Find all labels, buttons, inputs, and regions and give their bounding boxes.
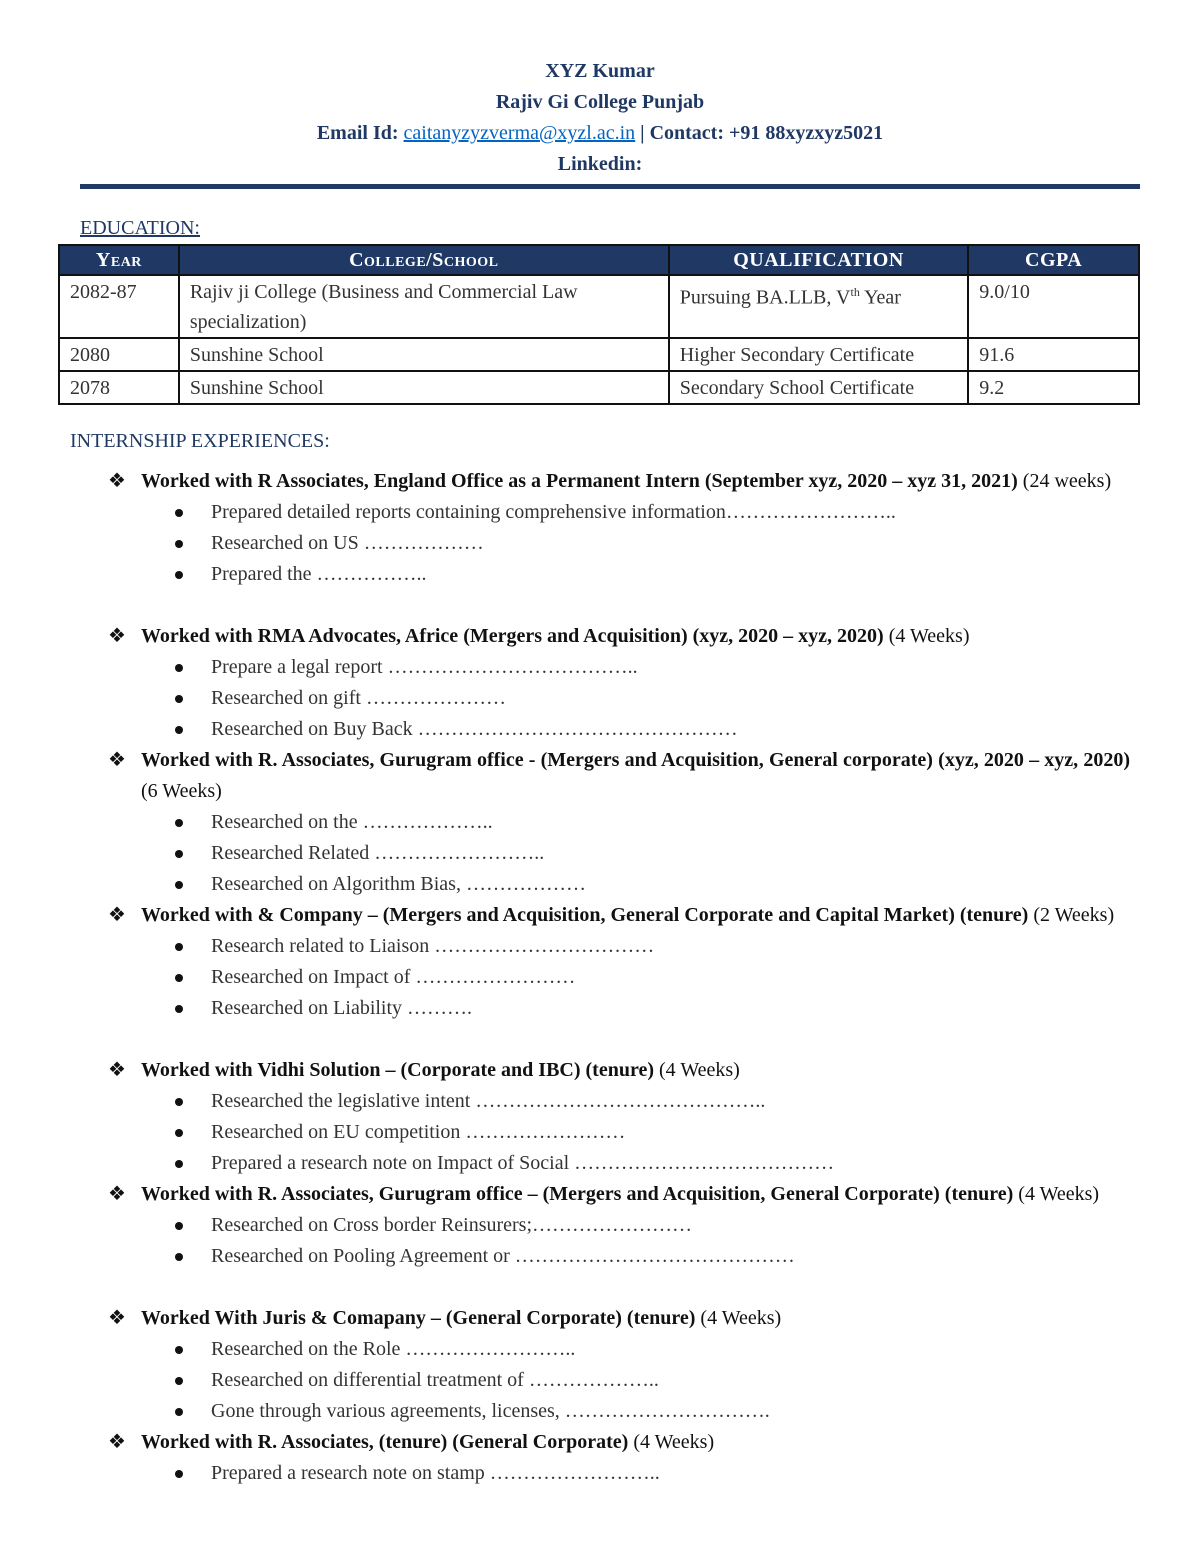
list-item: Researched the legislative intent …………………………………….. <box>0 1086 1200 1117</box>
task-list <box>0 807 1200 900</box>
cell-year: 2082-87 <box>59 275 179 338</box>
cell-qualification: Higher Secondary Certificate <box>669 338 969 371</box>
list-item: Research related to Liaison …………………………… <box>0 931 1200 962</box>
header-divider <box>80 184 1140 189</box>
table-row <box>59 371 1139 404</box>
list-item: Prepared a research note on stamp …………………….. <box>0 1458 1200 1489</box>
list-item: Prepared the …………….. <box>0 559 1200 590</box>
cell-cgpa: 9.0/10 <box>968 275 1139 338</box>
cell-school: Sunshine School <box>179 371 669 404</box>
cell-year: 2080 <box>59 338 179 371</box>
candidate-name: XYZ Kumar <box>545 60 655 82</box>
education-table-header <box>59 245 1139 275</box>
contact-number: | Contact: +91 88xyzxyz5021 <box>635 122 884 144</box>
internship-entry <box>0 1055 1200 1179</box>
list-item: Researched on gift ………………… <box>0 683 1200 714</box>
internship-entry <box>0 745 1200 900</box>
list-item: Researched on Pooling Agreement or …………………………………… <box>0 1241 1200 1272</box>
list-item: Researched on Buy Back ………………………………………… <box>0 714 1200 745</box>
resume-header <box>0 56 1200 180</box>
internship-title: ❖ Worked with & Company – (Mergers and Acquisition, General Corporate and Capital Market) (tenure) (2 Weeks) <box>0 900 1200 931</box>
contact-line <box>0 118 1200 149</box>
list-item: Researched on Impact of …………………… <box>0 962 1200 993</box>
list-item: Researched on Liability ………. <box>0 993 1200 1024</box>
list-item: Researched on differential treatment of ……………….. <box>0 1365 1200 1396</box>
table-row <box>59 338 1139 371</box>
internship-entry <box>0 621 1200 745</box>
list-item: Researched Related …………………….. <box>0 838 1200 869</box>
diamond-bullet-icon: ❖ <box>108 1059 126 1081</box>
internship-entry <box>0 1179 1200 1272</box>
internship-title: ❖ Worked With Juris & Comapany – (General Corporate) (tenure) (4 Weeks) <box>0 1303 1200 1334</box>
internship-entry <box>0 900 1200 1024</box>
column-header-cgpa: CGPA <box>968 245 1139 275</box>
education-heading: EDUCATION: <box>80 217 200 239</box>
list-item: Researched on US ……………… <box>0 528 1200 559</box>
diamond-bullet-icon: ❖ <box>108 1307 126 1329</box>
cell-year: 2078 <box>59 371 179 404</box>
internship-heading: INTERNSHIP EXPERIENCES: <box>70 430 330 452</box>
internship-title: ❖ Worked with R. Associates, Gurugram office - (Mergers and Acquisition, General corporate) (xyz, 2020 – xyz, 2020) (6 Weeks) <box>0 745 1200 807</box>
linkedin-label: Linkedin: <box>557 153 643 175</box>
diamond-bullet-icon: ❖ <box>108 904 126 926</box>
list-item: Researched on the Role …………………….. <box>0 1334 1200 1365</box>
cell-cgpa: 91.6 <box>968 338 1139 371</box>
list-item: Researched on Cross border Reinsurers;…………………… <box>0 1210 1200 1241</box>
internship-title: ❖ Worked with R Associates, England Office as a Permanent Intern (September xyz, 2020 – xyz 31, 2021) (24 weeks) <box>0 466 1200 497</box>
task-list <box>0 1086 1200 1179</box>
column-header-qualification: QUALIFICATION <box>669 245 969 275</box>
list-item: Prepared a research note on Impact of Social ………………………………… <box>0 1148 1200 1179</box>
cell-school: Rajiv ji College (Business and Commercial Law specialization) <box>179 275 669 338</box>
email-link[interactable]: caitanyzyzverma@xyzl.ac.in <box>403 122 636 144</box>
diamond-bullet-icon: ❖ <box>108 1183 126 1205</box>
task-list <box>0 1334 1200 1427</box>
column-header-year: Year <box>59 245 179 275</box>
internship-title: ❖ Worked with Vidhi Solution – (Corporate and IBC) (tenure) (4 Weeks) <box>0 1055 1200 1086</box>
table-row <box>59 275 1139 338</box>
diamond-bullet-icon: ❖ <box>108 1431 126 1453</box>
cell-cgpa: 9.2 <box>968 371 1139 404</box>
diamond-bullet-icon: ❖ <box>108 625 126 647</box>
cell-school: Sunshine School <box>179 338 669 371</box>
list-item: Researched on EU competition …………………… <box>0 1117 1200 1148</box>
column-header-school: College/School <box>179 245 669 275</box>
list-item: Gone through various agreements, licenses, …………………………. <box>0 1396 1200 1427</box>
internship-title: ❖ Worked with R. Associates, (tenure) (General Corporate) (4 Weeks) <box>0 1427 1200 1458</box>
list-item: Researched on the ……………….. <box>0 807 1200 838</box>
task-list <box>0 652 1200 745</box>
cell-qualification: Secondary School Certificate <box>669 371 969 404</box>
task-list <box>0 497 1200 590</box>
cell-qualification: Pursuing BA.LLB, Vth Year <box>669 275 969 338</box>
internship-title: ❖ Worked with RMA Advocates, Africe (Mergers and Acquisition) (xyz, 2020 – xyz, 2020) (4 Weeks) <box>0 621 1200 652</box>
internship-entry <box>0 1303 1200 1427</box>
college-name: Rajiv Gi College Punjab <box>495 91 705 113</box>
task-list <box>0 1458 1200 1489</box>
internship-entry <box>0 466 1200 590</box>
diamond-bullet-icon: ❖ <box>108 749 126 771</box>
task-list <box>0 1210 1200 1272</box>
list-item: Prepare a legal report ……………………………….. <box>0 652 1200 683</box>
education-table <box>58 244 1140 405</box>
list-item: Researched on Algorithm Bias, ……………… <box>0 869 1200 900</box>
list-item: Prepared detailed reports containing comprehensive information…………………….. <box>0 497 1200 528</box>
task-list <box>0 931 1200 1024</box>
internship-title: ❖ Worked with R. Associates, Gurugram office – (Mergers and Acquisition, General Corporate) (tenure) (4 Weeks) <box>0 1179 1200 1210</box>
internship-entry <box>0 1427 1200 1489</box>
diamond-bullet-icon: ❖ <box>108 470 126 492</box>
email-label: Email Id: <box>316 122 399 144</box>
